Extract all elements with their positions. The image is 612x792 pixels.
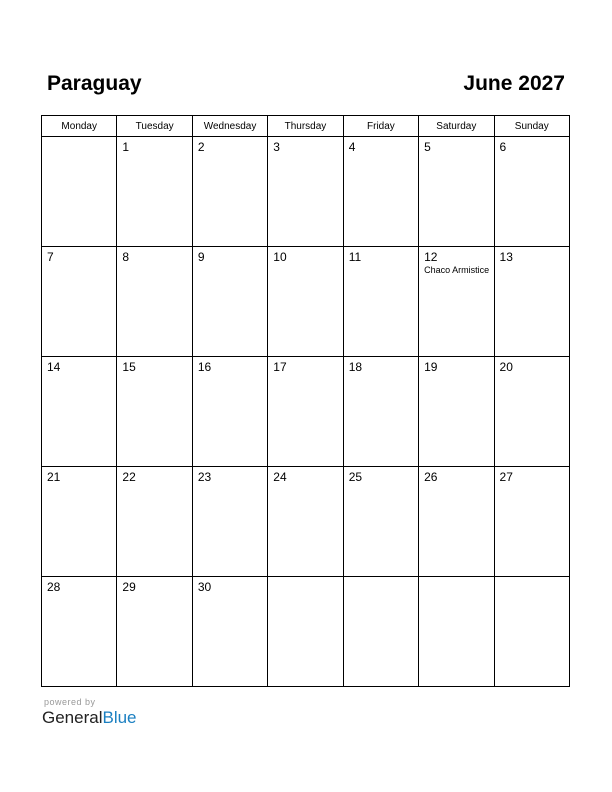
weekday-header-monday: Monday (42, 116, 117, 137)
day-cell (42, 247, 117, 357)
day-number: 29 (122, 580, 136, 594)
day-number: 2 (197, 140, 205, 154)
powered-by-label: powered by (44, 697, 96, 707)
calendar-grid (41, 115, 570, 687)
day-number: 13 (499, 250, 513, 264)
day-cell (494, 467, 569, 577)
day-cell (268, 247, 343, 357)
brand-blue-text: Blue (102, 708, 137, 727)
day-number: 25 (348, 470, 363, 484)
day-cell (42, 577, 117, 687)
day-number: 24 (273, 470, 287, 484)
day-number (419, 577, 493, 580)
day-cell (419, 467, 494, 577)
day-cell (494, 247, 569, 357)
day-cell (419, 137, 494, 247)
day-cell (192, 247, 267, 357)
day-number: 23 (197, 470, 212, 484)
weekday-header-row (42, 116, 570, 137)
day-cell (343, 577, 418, 687)
day-cell (268, 577, 343, 687)
day-number (344, 577, 418, 580)
day-number (495, 577, 569, 580)
week-row (42, 247, 570, 357)
week-row (42, 467, 570, 577)
day-number: 26 (424, 470, 438, 484)
day-cell (419, 577, 494, 687)
day-cell (42, 137, 117, 247)
day-number: 9 (197, 250, 205, 264)
brand-general-text: General (42, 708, 103, 727)
day-number: 12 (424, 250, 438, 264)
day-cell (494, 577, 569, 687)
month-year-title: June 2027 (463, 72, 565, 95)
week-row (42, 577, 570, 687)
day-number: 27 (499, 470, 513, 484)
day-cell (419, 357, 494, 467)
day-number: 20 (499, 360, 513, 374)
day-cell (343, 247, 418, 357)
day-number: 4 (348, 140, 356, 154)
day-number: 5 (424, 140, 431, 154)
day-cell (343, 467, 418, 577)
weekday-header-friday: Friday (343, 116, 418, 137)
day-cell (268, 137, 343, 247)
weekday-header-sunday: Sunday (494, 116, 569, 137)
day-cell (117, 357, 192, 467)
day-cell-holiday (419, 247, 494, 357)
day-cell (192, 137, 267, 247)
week-row (42, 137, 570, 247)
day-cell (117, 137, 192, 247)
day-cell (192, 577, 267, 687)
day-number (42, 137, 116, 140)
day-number: 8 (122, 250, 130, 264)
day-number: 16 (197, 360, 212, 374)
day-number: 7 (47, 250, 54, 264)
day-number: 14 (47, 360, 61, 374)
day-number: 3 (273, 140, 280, 154)
day-number: 22 (122, 470, 136, 484)
day-cell (192, 357, 267, 467)
day-number: 6 (499, 140, 507, 154)
day-cell (117, 577, 192, 687)
day-cell (192, 467, 267, 577)
day-cell (494, 137, 569, 247)
weekday-header-thursday: Thursday (268, 116, 343, 137)
day-number: 15 (122, 360, 136, 374)
generalblue-logo[interactable] (42, 708, 137, 728)
day-number: 1 (122, 140, 130, 154)
weekday-header-saturday: Saturday (419, 116, 494, 137)
day-cell (42, 357, 117, 467)
day-cell (117, 247, 192, 357)
day-cell (117, 467, 192, 577)
day-number (268, 577, 342, 580)
day-number: 28 (47, 580, 61, 594)
day-cell (343, 137, 418, 247)
day-number: 30 (197, 580, 212, 594)
day-number: 19 (424, 360, 438, 374)
day-cell (494, 357, 569, 467)
day-cell (343, 357, 418, 467)
day-number: 18 (348, 360, 363, 374)
holiday-label: Chaco Armistice (424, 265, 490, 275)
country-title: Paraguay (47, 72, 142, 95)
day-cell (268, 357, 343, 467)
weekday-header-tuesday: Tuesday (117, 116, 192, 137)
day-number: 10 (273, 250, 287, 264)
day-number: 17 (273, 360, 287, 374)
day-cell (42, 467, 117, 577)
day-cell (268, 467, 343, 577)
footer-branding (42, 697, 137, 728)
weekday-header-wednesday: Wednesday (192, 116, 267, 137)
week-row (42, 357, 570, 467)
day-number: 21 (47, 470, 61, 484)
day-number: 11 (348, 250, 362, 264)
